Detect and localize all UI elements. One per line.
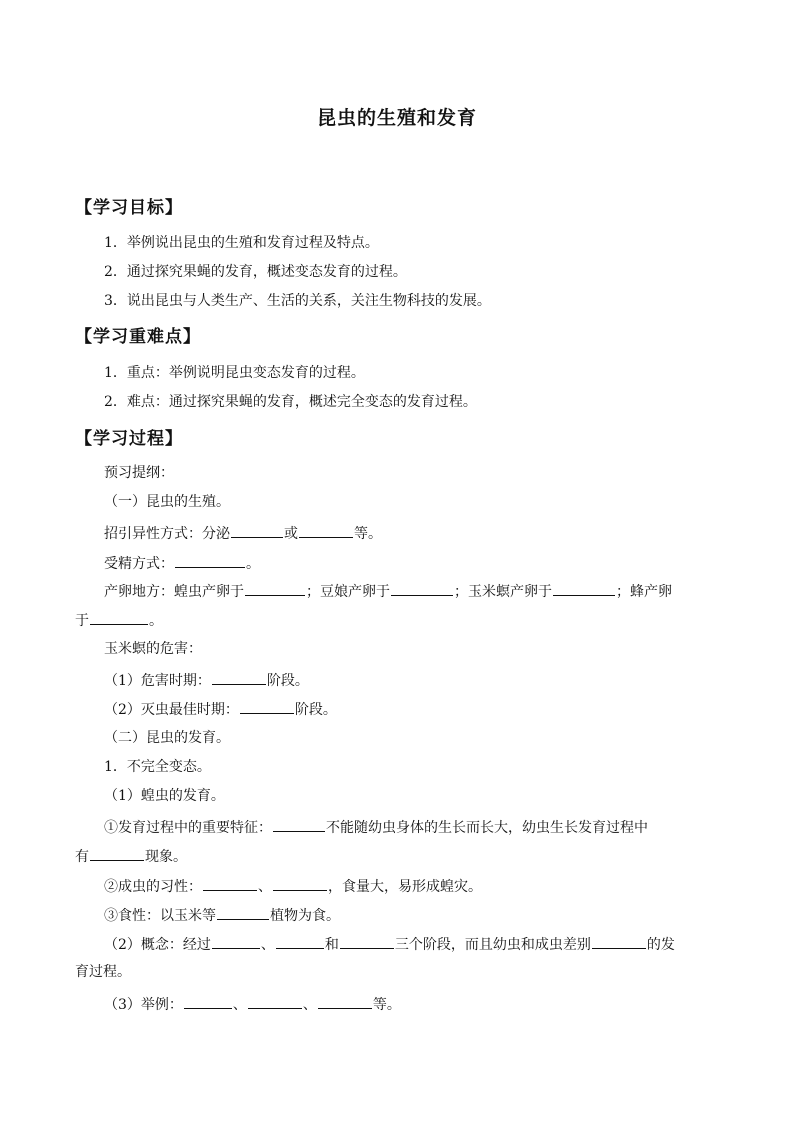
- fill-blank[interactable]: [212, 934, 260, 949]
- fill-blank[interactable]: [240, 699, 294, 714]
- key-point-item: 2．难点：通过探究果蝇的发育，概述完全变态的发育过程。: [104, 394, 477, 410]
- concept-line-continued: 育过程。: [75, 964, 131, 980]
- fill-blank[interactable]: [318, 994, 372, 1009]
- attract-line: 招引异性方式：分泌 或 等。: [104, 523, 382, 543]
- fill-blank[interactable]: [273, 817, 325, 832]
- fill-blank[interactable]: [273, 876, 327, 891]
- fill-blank[interactable]: [184, 994, 232, 1009]
- fill-blank[interactable]: [175, 553, 245, 568]
- example-line: （3）举例： 、 、 等。: [104, 994, 401, 1014]
- fill-blank[interactable]: [299, 523, 353, 538]
- fill-blank[interactable]: [276, 934, 324, 949]
- section-heading-goals: 【学习目标】: [75, 198, 183, 218]
- fill-blank[interactable]: [90, 846, 144, 861]
- fertilization-line: 受精方式： 。: [104, 553, 260, 573]
- feature-line: ①发育过程中的重要特征： 不能随幼虫身体的生长而长大，幼虫生长发育过程中: [104, 817, 648, 837]
- fill-blank[interactable]: [391, 581, 453, 596]
- fill-blank[interactable]: [231, 523, 283, 538]
- fill-blank[interactable]: [553, 581, 615, 596]
- habit-line: ②成虫的习性： 、 ，食量大，易形成蝗灾。: [104, 876, 482, 896]
- goal-item: 1．举例说出昆虫的生殖和发育过程及特点。: [104, 235, 379, 251]
- page-title: 昆虫的生殖和发育: [316, 107, 477, 129]
- subsection-development: （二）昆虫的发育。: [104, 730, 230, 746]
- incomplete-metamorphosis: 1．不完全变态。: [104, 759, 211, 775]
- diet-line: ③食性：以玉米等 植物为食。: [104, 905, 340, 925]
- fill-blank[interactable]: [217, 905, 269, 920]
- kill-period-line: （2）灭虫最佳时期： 阶段。: [104, 699, 337, 719]
- section-heading-process: 【学习过程】: [75, 429, 183, 449]
- subsection-reproduction: （一）昆虫的生殖。: [104, 494, 230, 510]
- goal-item: 2．通过探究果蝇的发育，概述变态发育的过程。: [104, 264, 407, 280]
- laying-line: 产卵地方：蝗虫产卵于 ；豆娘产卵于 ；玉米螟产卵于 ；蜂产卵: [104, 581, 672, 601]
- borer-harm-label: 玉米螟的危害：: [104, 641, 202, 657]
- goal-item: 3．说出昆虫与人类生产、生活的关系，关注生物科技的发展。: [104, 293, 491, 309]
- fill-blank[interactable]: [592, 934, 646, 949]
- fill-blank[interactable]: [245, 581, 305, 596]
- fill-blank[interactable]: [340, 934, 394, 949]
- fill-blank[interactable]: [212, 670, 266, 685]
- fill-blank[interactable]: [248, 994, 302, 1009]
- outline-label: 预习提纲：: [104, 465, 174, 481]
- fill-blank[interactable]: [203, 876, 257, 891]
- feature-line-continued: 有 现象。: [75, 846, 187, 866]
- locust-development: （1）蝗虫的发育。: [104, 788, 225, 804]
- laying-line-continued: 于 。: [75, 610, 163, 630]
- harm-period-line: （1）危害时期： 阶段。: [104, 670, 309, 690]
- key-point-item: 1．重点：举例说明昆虫变态发育的过程。: [104, 365, 365, 381]
- section-heading-key-points: 【学习重难点】: [75, 327, 201, 347]
- concept-line: （2）概念：经过 、 和 三个阶段，而且幼虫和成虫差别 的发: [104, 934, 675, 954]
- fill-blank[interactable]: [90, 610, 148, 625]
